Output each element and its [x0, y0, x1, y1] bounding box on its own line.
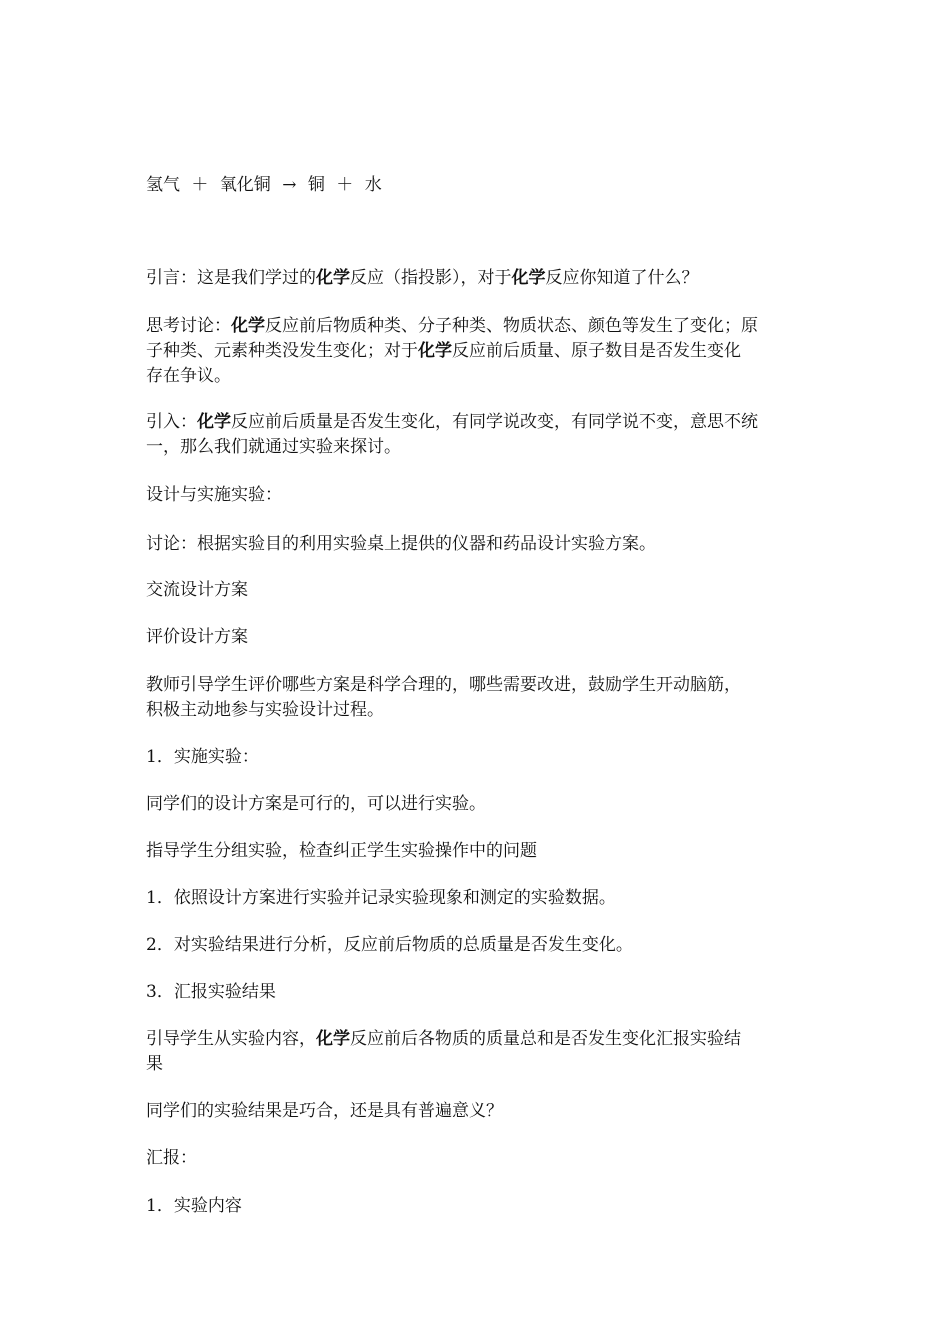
- paragraph-line: 积极主动地参与实验设计过程。: [146, 700, 384, 720]
- report-guide-paragraph: [146, 1027, 814, 1077]
- product-copper: 铜: [307, 175, 325, 195]
- paragraph-line: 一，那么我们就通过实验来探讨。: [146, 437, 401, 457]
- text: 思考讨论：: [146, 316, 231, 336]
- feasible-text: 同学们的设计方案是可行的，可以进行实验。: [146, 794, 486, 814]
- question-text: 同学们的实验结果是巧合，还是具有普遍意义？: [146, 1101, 503, 1121]
- content-item: 1．实验内容: [146, 1196, 242, 1216]
- plus-sign: ＋: [191, 175, 209, 195]
- paragraph-line: 果: [146, 1054, 163, 1074]
- reaction-arrow: →: [282, 175, 297, 195]
- bold-term: 化学: [231, 316, 265, 336]
- reactant-copper-oxide: 氧化铜: [219, 175, 271, 195]
- intro-paragraph: [146, 266, 814, 291]
- intro-text: 反应你知道了什么？: [545, 268, 699, 288]
- leadin-paragraph: [146, 410, 814, 460]
- paragraph-line: [146, 314, 814, 339]
- paragraph-line: 教师引导学生评价哪些方案是科学合理的，哪些需要改进，鼓励学生开动脑筋，: [146, 675, 741, 695]
- paragraph-line: [146, 339, 814, 364]
- bold-term: 化学: [197, 412, 231, 432]
- bold-term: 化学: [316, 1029, 350, 1049]
- plus-sign: ＋: [336, 175, 354, 195]
- intro-text: 反应（指投影），对于: [350, 268, 512, 288]
- step-1: 1．依照设计方案进行实验并记录实验现象和测定的实验数据。: [146, 888, 616, 908]
- report-label: 汇报：: [146, 1148, 197, 1168]
- product-water: 水: [364, 175, 382, 195]
- teacher-guide-paragraph: [146, 673, 814, 723]
- evaluate-plan: 评价设计方案: [146, 627, 248, 647]
- reaction-equation: [146, 173, 814, 198]
- bold-term: 化学: [418, 341, 452, 361]
- reactant-hydrogen: 氢气: [146, 175, 180, 195]
- intro-text: 引言：这是我们学过的: [146, 268, 316, 288]
- discussion-paragraph: [146, 314, 814, 389]
- paragraph-line: 存在争议。: [146, 366, 231, 386]
- text: 引入：: [146, 412, 197, 432]
- step-2: 2．对实验结果进行分析，反应前后物质的总质量是否发生变化。: [146, 935, 633, 955]
- text: 反应前后各物质的质量总和是否发生变化汇报实验结: [350, 1029, 741, 1049]
- step-3: 3．汇报实验结果: [146, 982, 276, 1002]
- paragraph-line: [146, 410, 814, 435]
- text: 引导学生从实验内容，: [146, 1029, 316, 1049]
- discuss-plan: 讨论：根据实验目的利用实验桌上提供的仪器和药品设计实验方案。: [146, 534, 656, 554]
- guide-groups-text: 指导学生分组实验，检查纠正学生实验操作中的问题: [146, 841, 537, 861]
- text: 反应前后质量、原子数目是否发生变化: [452, 341, 741, 361]
- bold-term: 化学: [511, 268, 546, 288]
- text: 反应前后质量是否发生变化，有同学说改变，有同学说不变，意思不统: [231, 412, 758, 432]
- paragraph-line: [146, 1027, 814, 1052]
- bold-term: 化学: [316, 268, 350, 288]
- implement-heading: 1．实施实验：: [146, 747, 259, 767]
- design-title: 设计与实施实验：: [146, 485, 282, 505]
- exchange-plan: 交流设计方案: [146, 580, 248, 600]
- text: 子种类、元素种类没发生变化；对于: [146, 341, 418, 361]
- text: 反应前后物质种类、分子种类、物质状态、颜色等发生了变化；原: [265, 316, 758, 336]
